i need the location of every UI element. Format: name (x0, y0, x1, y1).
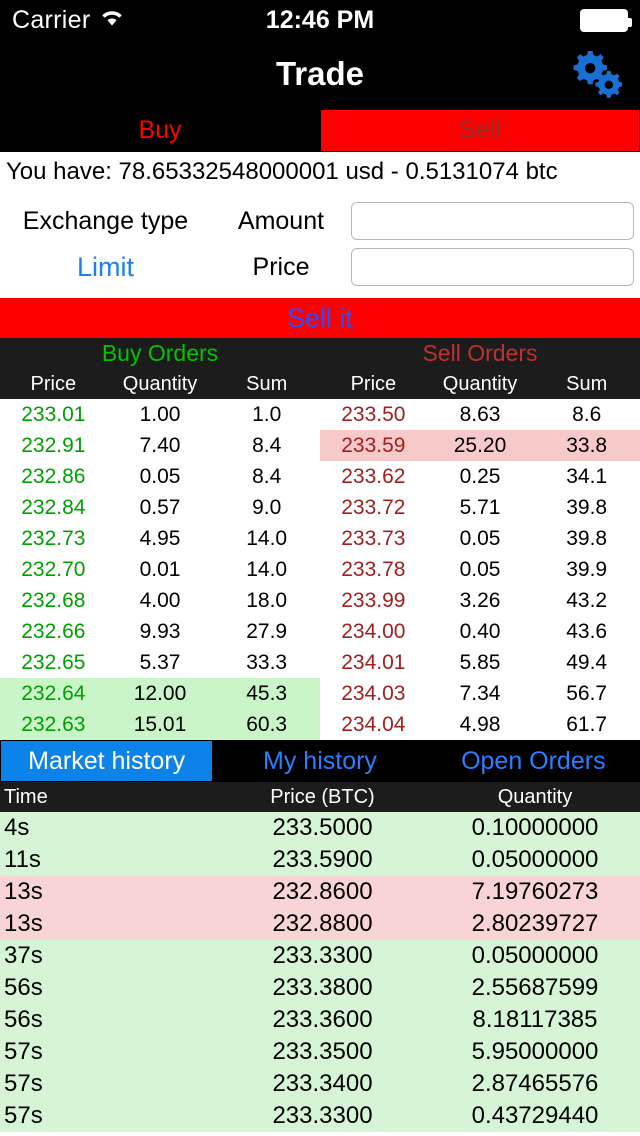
order-row[interactable] (320, 399, 640, 430)
buy-order-quantity: 4.00 (139, 588, 181, 612)
buy-order-quantity: 0.01 (139, 557, 181, 581)
col-sell-sum: Sum (566, 372, 608, 395)
buy-order-sum: 8.4 (252, 464, 282, 488)
history-price: 233.3300 (272, 942, 373, 969)
history-row[interactable] (0, 940, 640, 972)
amount-label: Amount (237, 206, 325, 235)
buy-order-price: 232.68 (21, 588, 86, 612)
price-label: Price (252, 252, 310, 281)
buy-order-sum: 9.0 (252, 495, 282, 519)
buy-orders-title: Buy Orders (101, 340, 219, 366)
gears-icon (566, 47, 626, 101)
history-time: 11s (4, 846, 41, 873)
page-title: Trade (275, 55, 365, 92)
sell-order-quantity: 3.26 (459, 588, 501, 612)
sell-order-quantity: 7.34 (459, 681, 501, 705)
history-price: 233.5000 (272, 814, 373, 841)
buy-order-price: 232.70 (21, 557, 86, 581)
sell-order-sum: 39.8 (566, 495, 608, 519)
order-row[interactable] (0, 399, 320, 430)
history-quantity: 2.80239727 (471, 910, 599, 937)
history-price: 233.3800 (272, 974, 373, 1001)
history-row[interactable] (0, 1036, 640, 1068)
history-price: 233.3300 (272, 1102, 373, 1129)
order-row[interactable] (320, 647, 640, 678)
order-row[interactable] (320, 585, 640, 616)
sell-orders-title: Sell Orders (422, 340, 538, 366)
buy-order-price: 232.86 (21, 464, 86, 488)
sell-order-quantity: 8.63 (459, 402, 501, 426)
history-quantity: 7.19760273 (471, 878, 599, 905)
col-price: Price (BTC) (270, 785, 375, 808)
sell-order-price: 234.03 (341, 681, 406, 705)
history-quantity: 8.18117385 (472, 1006, 598, 1033)
tab-market-history[interactable]: Market history (0, 740, 213, 782)
history-columns (0, 782, 640, 812)
buy-orders-list (0, 399, 320, 740)
sell-order-quantity: 0.40 (459, 619, 501, 643)
history-time: 13s (4, 878, 43, 905)
status-bar-right (580, 9, 628, 32)
buy-order-quantity: 5.37 (139, 650, 181, 674)
order-book-columns (0, 369, 640, 399)
order-book (0, 338, 640, 740)
history-price: 233.5900 (272, 846, 373, 873)
sell-order-quantity: 0.25 (459, 464, 501, 488)
buy-order-quantity: 9.93 (139, 619, 181, 643)
sell-order-price: 233.78 (341, 557, 406, 581)
order-row[interactable] (0, 585, 320, 616)
sell-order-quantity: 0.05 (459, 557, 501, 581)
sell-order-price: 234.00 (341, 619, 406, 643)
buy-order-sum: 1.0 (252, 402, 282, 426)
history-row[interactable] (0, 844, 640, 876)
order-book-titles (0, 338, 640, 369)
order-row[interactable] (320, 492, 640, 523)
history-time: 57s (4, 1038, 43, 1065)
order-form (0, 192, 640, 298)
history-quantity: 2.55687599 (471, 974, 599, 1001)
sell-order-sum: 39.8 (566, 526, 608, 550)
history-row[interactable] (0, 972, 640, 1004)
buy-sell-segmented-control[interactable] (0, 108, 640, 152)
sell-order-quantity: 4.98 (459, 712, 501, 736)
buy-order-quantity: 1.00 (139, 402, 181, 426)
sell-order-price: 233.72 (341, 495, 406, 519)
sell-order-quantity: 25.20 (453, 433, 507, 457)
history-quantity: 0.43729440 (471, 1102, 599, 1129)
sell-order-price: 234.04 (341, 712, 406, 736)
battery-icon (580, 9, 628, 32)
order-form-left (0, 198, 211, 290)
exchange-type-value[interactable]: Limit (76, 251, 134, 282)
history-price: 233.3600 (272, 1006, 373, 1033)
sell-order-sum: 43.2 (566, 588, 608, 612)
buy-order-sum: 8.4 (252, 433, 282, 457)
history-time: 56s (4, 1006, 43, 1033)
history-time: 56s (4, 974, 43, 1001)
col-buy-quantity: Quantity (122, 372, 198, 395)
buy-order-quantity: 0.57 (139, 495, 181, 519)
status-bar (0, 0, 640, 40)
sell-order-sum: 39.9 (566, 557, 608, 581)
buy-order-price: 232.65 (21, 650, 86, 674)
sell-order-quantity: 5.71 (459, 495, 501, 519)
history-tabs[interactable] (0, 740, 640, 782)
history-price: 233.3500 (272, 1038, 373, 1065)
buy-order-sum: 45.3 (246, 681, 288, 705)
order-row[interactable] (0, 709, 320, 740)
buy-order-price: 232.91 (21, 433, 86, 457)
col-quantity: Quantity (497, 785, 573, 808)
buy-order-price: 232.66 (21, 619, 86, 643)
col-time: Time (4, 785, 48, 808)
history-time: 4s (4, 814, 30, 841)
sell-order-quantity: 5.85 (459, 650, 501, 674)
history-time: 57s (4, 1102, 43, 1129)
order-row[interactable] (0, 492, 320, 523)
history-quantity: 2.87465576 (471, 1070, 599, 1097)
nav-bar (0, 40, 640, 108)
history-price: 232.8800 (272, 910, 373, 937)
col-sell-quantity: Quantity (442, 372, 518, 395)
buy-order-price: 232.64 (21, 681, 86, 705)
order-row[interactable] (0, 616, 320, 647)
history-time: 13s (4, 910, 43, 937)
sell-order-sum: 33.8 (566, 433, 608, 457)
buy-order-sum: 18.0 (246, 588, 288, 612)
status-bar-left (12, 6, 125, 35)
buy-order-quantity: 4.95 (139, 526, 181, 550)
order-row[interactable] (320, 430, 640, 461)
order-row[interactable] (320, 523, 640, 554)
sell-order-sum: 49.4 (566, 650, 608, 674)
order-row[interactable] (0, 647, 320, 678)
sell-order-price: 234.01 (341, 650, 406, 674)
order-row[interactable] (320, 678, 640, 709)
sell-order-price: 233.59 (341, 433, 406, 457)
tab-open-orders[interactable]: Open Orders (427, 740, 640, 782)
buy-order-sum: 27.9 (246, 619, 288, 643)
sell-orders-list (320, 399, 640, 740)
history-row[interactable] (0, 876, 640, 908)
buy-order-price: 232.63 (21, 712, 86, 736)
history-row[interactable] (0, 1100, 640, 1132)
order-book-body (0, 399, 640, 740)
history-quantity: 0.10000000 (471, 814, 599, 841)
sell-order-price: 233.62 (341, 464, 406, 488)
buy-order-quantity: 15.01 (133, 712, 187, 736)
amount-row (211, 198, 640, 244)
order-row[interactable] (0, 523, 320, 554)
history-price: 232.8600 (272, 878, 373, 905)
col-buy-price: Price (30, 372, 77, 395)
history-time: 57s (4, 1070, 43, 1097)
tab-sell[interactable]: Sell (320, 109, 640, 152)
history-list (0, 812, 640, 1132)
buy-order-price: 232.84 (21, 495, 86, 519)
buy-order-price: 233.01 (21, 402, 86, 426)
sell-order-sum: 43.6 (566, 619, 608, 643)
price-row (211, 244, 640, 290)
history-row[interactable] (0, 812, 640, 844)
order-row[interactable] (0, 461, 320, 492)
sell-order-price: 233.99 (341, 588, 406, 612)
price-input[interactable] (351, 248, 634, 286)
sell-order-sum: 34.1 (566, 464, 608, 488)
sell-order-sum: 8.6 (572, 402, 602, 426)
history-row[interactable] (0, 908, 640, 940)
history-time: 37s (4, 942, 43, 969)
exchange-type-value-row[interactable] (0, 244, 211, 290)
history-quantity: 0.05000000 (471, 846, 599, 873)
history-price: 233.3400 (272, 1070, 373, 1097)
buy-order-sum: 33.3 (246, 650, 288, 674)
history-row[interactable] (0, 1004, 640, 1036)
sell-order-price: 233.73 (341, 526, 406, 550)
order-row[interactable] (320, 709, 640, 740)
sell-order-sum: 61.7 (566, 712, 608, 736)
sell-order-quantity: 0.05 (459, 526, 501, 550)
balance-label: You have: 78.65332548000001 usd - 0.5131074 btc (0, 152, 640, 192)
buy-order-price: 232.73 (21, 526, 86, 550)
history-quantity: 0.05000000 (471, 942, 599, 969)
order-row[interactable] (320, 616, 640, 647)
order-row[interactable] (0, 554, 320, 585)
carrier-label: Carrier (12, 5, 91, 34)
status-bar-time: 12:46 PM (265, 5, 375, 34)
history-row[interactable] (0, 1068, 640, 1100)
sell-it-button[interactable]: Sell it (0, 298, 640, 338)
col-sell-price: Price (350, 372, 397, 395)
exchange-type-label: Exchange type (22, 206, 189, 235)
buy-order-sum: 60.3 (246, 712, 288, 736)
order-row[interactable] (320, 461, 640, 492)
exchange-type-row (0, 198, 211, 244)
buy-order-quantity: 7.40 (139, 433, 181, 457)
sell-order-sum: 56.7 (566, 681, 608, 705)
order-row[interactable] (0, 678, 320, 709)
order-form-right (211, 198, 640, 290)
col-buy-sum: Sum (246, 372, 288, 395)
sell-order-price: 233.50 (341, 402, 406, 426)
history-quantity: 5.95000000 (471, 1038, 599, 1065)
wifi-icon (99, 6, 125, 35)
amount-input[interactable] (351, 202, 634, 240)
buy-order-quantity: 0.05 (139, 464, 181, 488)
buy-order-sum: 14.0 (246, 557, 288, 581)
buy-order-sum: 14.0 (246, 526, 288, 550)
settings-button[interactable] (566, 47, 626, 101)
order-row[interactable] (0, 430, 320, 461)
tab-buy[interactable]: Buy (0, 109, 320, 152)
order-row[interactable] (320, 554, 640, 585)
buy-order-quantity: 12.00 (133, 681, 187, 705)
tab-my-history[interactable]: My history (213, 740, 426, 782)
